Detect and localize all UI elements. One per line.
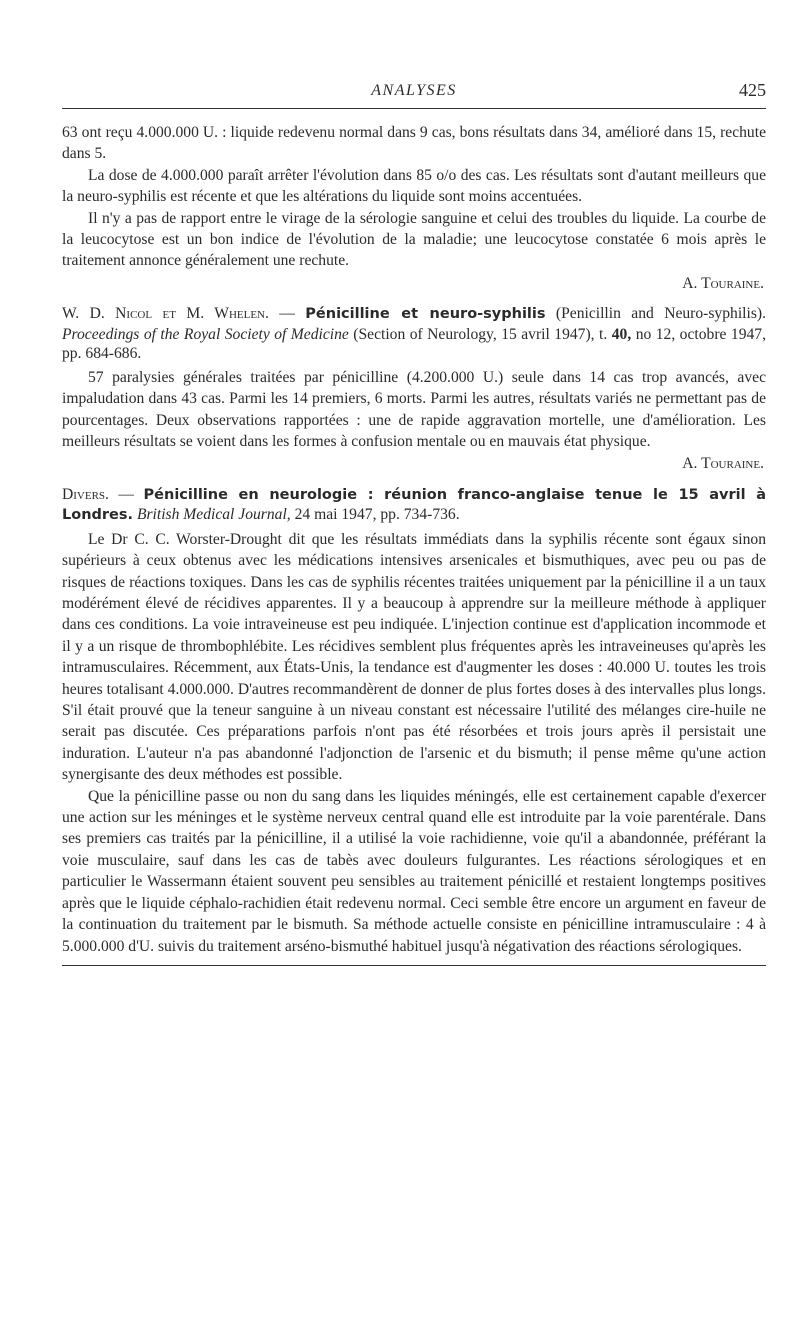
reference-text: (Penicillin and Neuro-syphilis). xyxy=(555,305,766,323)
article-title: Pénicilline en neurologie : réunion franco-anglaise tenue le 15 avril à Londres. xyxy=(62,486,767,524)
page-body xyxy=(62,122,766,966)
article-title: Pénicilline et neuro-syphilis xyxy=(305,306,546,323)
article-authors: Divers. — xyxy=(62,485,135,503)
paragraph: Que la pénicilline passe ou non du sang dans les liquides méningés, elle est certainement capable d'exercer une action sur les méninges et le système nerveux central quand elle est introduite par la voie parentérale. Dans ses premiers cas traités par la pénicilline, il a utilisé la voie rachidienne, voie qu'il a abandonnée, préférant la voie musculaire, sauf dans les cas de tabès avec douleurs fulgurantes. Les réactions sérologiques et en particulier le Wassermann étaient souvent peu sensibles au traitement pénicillé et restaient longtemps positives après que le liquide céphalo-rachidien était redevenu normal. Ceci semble être encore un argument en faveur de la continuation du traitement par le bismuth. Sa méthode actuelle consiste en pénicilline intramusculaire : 4 à 5.000.000 d'U. suivis du traitement arséno-bismuthé habituel jusqu'à négativation des réactions sérologiques. xyxy=(62,787,766,955)
volume-number: 40, xyxy=(611,325,632,343)
author-signature: A. Touraine. xyxy=(682,455,764,473)
author-signature: A. Touraine. xyxy=(682,274,764,292)
paragraph: 57 paralysies générales traitées par pénicilline (4.200.000 U.) seule dans 14 cas trop avancés, avec impaludation dans 43 cas. Parmi les 14 premiers, 6 morts. Parmi les autres, résultats variés ne permettant pas de pourcentages. Deux observations rapportées : une de rapide aggravation mortelle, une d'amélioration. Les meilleurs résultats se voient dans les formes à confusion mentale ou en mauvais état physique. xyxy=(62,368,766,450)
reference-text: no 12, octobre 1947, pp. 684-686. xyxy=(62,325,766,363)
abstract-divers xyxy=(62,485,766,957)
bottom-rule xyxy=(62,965,766,966)
abstract-nicol-whelen xyxy=(62,304,766,475)
bibliographic-reference xyxy=(62,304,766,364)
paragraph: 63 ont reçu 4.000.000 U. : liquide redevenu normal dans 9 cas, bons résultats dans 34, amélioré dans 15, rechute dans 5. xyxy=(62,124,766,163)
paragraph: Le Dr C. C. Worster-Drought dit que les résultats immédiats dans la syphilis récente sont égaux sinon supérieurs à ceux obtenus avec les médications intensives arsenicales et bismuthiques, avec peu ou pas de risques de réactions toxiques. Dans les cas de syphilis récentes traitées uniquement par la pénicilline il a un taux modérément élevé de récidives apparentes. Il y a beaucoup à apprendre sur la meilleure méthode à appliquer dans ces conditions. La voie intraveineuse est peu indiquée. L'injection continue est d'application incommode et il y a un risque de thrombophlébite. Les récidives semblent plus fréquentes après les intraveineuses qu'après les intramusculaires. Récemment, aux États-Unis, la tendance est d'augmenter les doses : 40.000 U. toutes les trois heures totalisant 4.000.000. D'autres recommandèrent de donner de plus fortes doses à des intervalles plus longs. S'il était prouvé que la teneur sanguine à un niveau constant est nécessaire l'utilité des mélanges cire-huile ne serait pas discutée. Ces préparations parfois n'ont pas été résorbées et trois jours après il persistait une induration. L'auteur n'a pas abandonné l'adjonction de l'arsenic et du bismuth; il pense même qu'une action synergisante des deux méthodes est possible. xyxy=(62,530,766,784)
bibliographic-reference xyxy=(62,485,766,526)
running-header xyxy=(62,80,766,109)
article-authors: W. D. Nicol et M. Whelen. — xyxy=(62,305,295,323)
journal-name: British Medical Journal, xyxy=(136,506,291,524)
running-title: ANALYSES xyxy=(371,82,457,99)
paragraph: La dose de 4.000.000 paraît arrêter l'évolution dans 85 o/o des cas. Les résultats sont d'autant meilleurs que la neuro-syphilis est récente et que les altérations du liquide sont moins accentuées. xyxy=(62,166,766,206)
reference-text: (Section of Neurology, 15 avril 1947), t. xyxy=(353,325,608,343)
abstract-continued xyxy=(62,122,766,294)
journal-name: Proceedings of the Royal Society of Medicine xyxy=(62,325,349,343)
paragraph: Il n'y a pas de rapport entre le virage de la sérologie sanguine et celui des troubles du liquide. La courbe de la leucocytose est un bon indice de l'évolution de la maladie; une leucocytose constatée 6 mois après le traitement annonce généralement une rechute. xyxy=(62,209,766,270)
page-number: 425 xyxy=(739,80,766,100)
reference-text: 24 mai 1947, pp. 734-736. xyxy=(294,506,460,524)
